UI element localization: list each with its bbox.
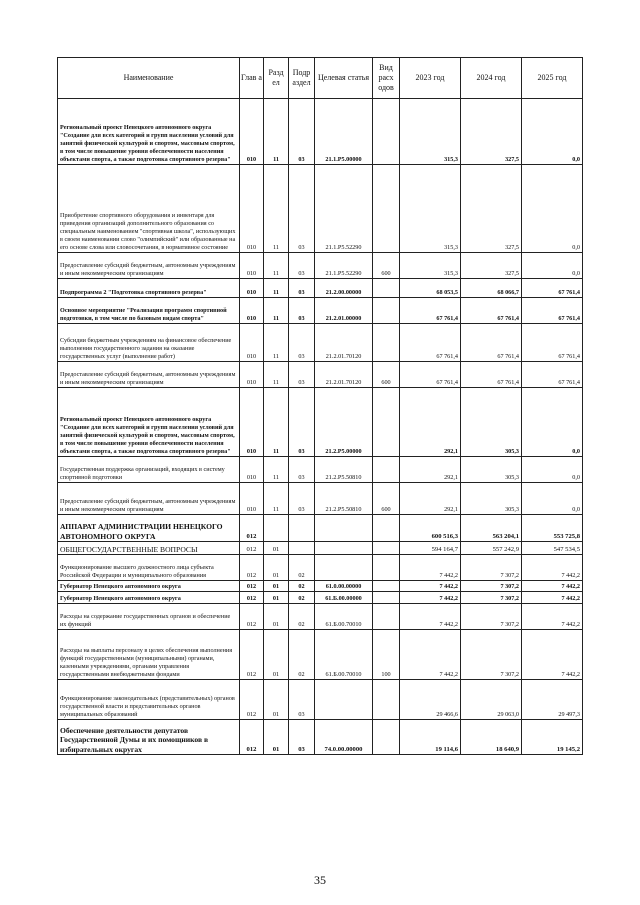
cell-glava: 012 <box>240 680 264 720</box>
table-row <box>58 542 583 555</box>
cell-article: 21.2.P5.50810 <box>315 457 373 483</box>
cell-y2023: 292,1 <box>400 388 461 457</box>
cell-vid <box>373 324 400 362</box>
cell-article: 21.2.01.00000 <box>315 298 373 324</box>
cell-y2025: 29 497,3 <box>522 680 583 720</box>
cell-podrazdel <box>289 542 315 555</box>
cell-podrazdel: 03 <box>289 99 315 165</box>
cell-y2025: 0,0 <box>522 165 583 253</box>
cell-vid: 600 <box>373 362 400 388</box>
cell-name: Приобретение спортивного оборудования и инвентаря для приведения организаций дополнительного образования со специальным наименованием "спортивная школа", использующих в своем наименовании слово "олимпийский" или образованные на его основе слова или словосочетания, в нормативное состояние <box>58 165 240 253</box>
cell-podrazdel: 03 <box>289 457 315 483</box>
cell-razdel: 01 <box>264 581 289 592</box>
cell-y2023: 292,1 <box>400 483 461 515</box>
table-row <box>58 457 583 483</box>
cell-name: Функционирование законодательных (представительных) органов государственной власти и представительных органов муниципальных образований <box>58 680 240 720</box>
cell-y2024: 305,3 <box>461 388 522 457</box>
cell-vid <box>373 581 400 592</box>
cell-glava: 012 <box>240 592 264 604</box>
cell-name: Предоставление субсидий бюджетным, автономным учреждениям и иным некоммерческим организациям <box>58 483 240 515</box>
header-2025: 2025 год <box>522 58 583 99</box>
cell-glava: 010 <box>240 388 264 457</box>
cell-razdel: 11 <box>264 457 289 483</box>
cell-podrazdel: 03 <box>289 324 315 362</box>
table-body <box>58 99 583 755</box>
cell-podrazdel: 03 <box>289 298 315 324</box>
cell-y2023: 594 164,7 <box>400 542 461 555</box>
cell-vid <box>373 457 400 483</box>
table-row <box>58 581 583 592</box>
cell-name: Предоставление субсидий бюджетным, автономным учреждениям и иным некоммерческим организациям <box>58 253 240 279</box>
cell-y2025: 67 761,4 <box>522 324 583 362</box>
cell-y2025: 67 761,4 <box>522 279 583 298</box>
cell-y2024: 563 204,1 <box>461 515 522 542</box>
cell-razdel: 01 <box>264 604 289 630</box>
cell-y2023: 292,1 <box>400 457 461 483</box>
cell-podrazdel: 03 <box>289 680 315 720</box>
cell-y2025: 0,0 <box>522 99 583 165</box>
cell-y2023: 600 516,3 <box>400 515 461 542</box>
table-row <box>58 279 583 298</box>
cell-article <box>315 515 373 542</box>
cell-podrazdel: 03 <box>289 253 315 279</box>
cell-y2023: 7 442,2 <box>400 581 461 592</box>
table-header-row <box>58 58 583 99</box>
cell-podrazdel: 02 <box>289 592 315 604</box>
cell-article: 21.2.01.70120 <box>315 324 373 362</box>
cell-y2024: 29 063,0 <box>461 680 522 720</box>
cell-y2024: 557 242,9 <box>461 542 522 555</box>
cell-razdel: 01 <box>264 542 289 555</box>
cell-y2025: 7 442,2 <box>522 581 583 592</box>
cell-article: 61.Б.00.00000 <box>315 592 373 604</box>
cell-y2025: 0,0 <box>522 388 583 457</box>
cell-vid: 600 <box>373 253 400 279</box>
cell-y2023: 315,3 <box>400 99 461 165</box>
cell-y2025: 547 534,5 <box>522 542 583 555</box>
cell-y2025: 67 761,4 <box>522 362 583 388</box>
cell-glava: 012 <box>240 581 264 592</box>
cell-y2025: 0,0 <box>522 457 583 483</box>
cell-y2025: 7 442,2 <box>522 555 583 581</box>
table-row <box>58 630 583 680</box>
cell-y2025: 553 725,8 <box>522 515 583 542</box>
cell-vid <box>373 555 400 581</box>
cell-podrazdel: 03 <box>289 483 315 515</box>
cell-razdel: 11 <box>264 279 289 298</box>
cell-article: 61.Б.00.70010 <box>315 630 373 680</box>
cell-vid <box>373 99 400 165</box>
cell-razdel <box>264 515 289 542</box>
cell-glava: 010 <box>240 324 264 362</box>
cell-name: Предоставление субсидий бюджетным, автономным учреждениям и иным некоммерческим организациям <box>58 362 240 388</box>
cell-name: Субсидии бюджетным учреждениям на финансовое обеспечение выполнения государственного задания на оказание государственных услуг (выполнение работ) <box>58 324 240 362</box>
cell-razdel: 11 <box>264 99 289 165</box>
table-row <box>58 99 583 165</box>
table-row <box>58 165 583 253</box>
cell-podrazdel: 03 <box>289 279 315 298</box>
cell-article: 21.2.01.70120 <box>315 362 373 388</box>
cell-podrazdel: 03 <box>289 720 315 755</box>
header-article: Целевая статья <box>315 58 373 99</box>
cell-razdel: 01 <box>264 720 289 755</box>
cell-name: Региональный проект Ненецкого автономного округа "Создание для всех категорий и групп населения условий для занятий физической культурой и спортом, массовым спортом, в том числе повышение уровня обеспеченности населения объектами спорта, а также подготовка спортивного резерва" <box>58 388 240 457</box>
cell-vid: 100 <box>373 630 400 680</box>
cell-article <box>315 680 373 720</box>
cell-name: Губернатор Ненецкого автономного округа <box>58 581 240 592</box>
header-glava: Глав а <box>240 58 264 99</box>
cell-article <box>315 542 373 555</box>
cell-name: Региональный проект Ненецкого автономного округа "Создание для всех категорий и групп населения условий для занятий физической культурой и спортом, массовым спортом, в том числе повышение уровня обеспеченности населения объектами спорта, а также подготовка спортивного резерва" <box>58 99 240 165</box>
cell-razdel: 11 <box>264 165 289 253</box>
cell-podrazdel: 02 <box>289 604 315 630</box>
cell-y2023: 7 442,2 <box>400 555 461 581</box>
budget-table <box>57 57 583 755</box>
cell-article: 21.2.P5.50810 <box>315 483 373 515</box>
cell-podrazdel <box>289 515 315 542</box>
table-row <box>58 680 583 720</box>
cell-razdel: 01 <box>264 555 289 581</box>
cell-razdel: 11 <box>264 388 289 457</box>
cell-vid <box>373 680 400 720</box>
cell-glava: 012 <box>240 720 264 755</box>
cell-y2024: 7 307,2 <box>461 581 522 592</box>
cell-vid <box>373 279 400 298</box>
cell-razdel: 01 <box>264 630 289 680</box>
cell-razdel: 01 <box>264 592 289 604</box>
cell-vid <box>373 388 400 457</box>
cell-name: Обеспечение деятельности депутатов Государственной Думы и их помощников в избирательных округах <box>58 720 240 755</box>
cell-vid: 600 <box>373 483 400 515</box>
cell-y2024: 7 307,2 <box>461 555 522 581</box>
cell-y2023: 7 442,2 <box>400 604 461 630</box>
cell-y2024: 68 066,7 <box>461 279 522 298</box>
table-row <box>58 720 583 755</box>
cell-y2024: 327,5 <box>461 99 522 165</box>
cell-vid <box>373 165 400 253</box>
cell-vid <box>373 298 400 324</box>
cell-article: 21.1.P5.00000 <box>315 99 373 165</box>
cell-name: Губернатор Ненецкого автономного округа <box>58 592 240 604</box>
cell-glava: 010 <box>240 457 264 483</box>
cell-vid <box>373 720 400 755</box>
cell-razdel: 01 <box>264 680 289 720</box>
cell-name: ОБЩЕГОСУДАРСТВЕННЫЕ ВОПРОСЫ <box>58 542 240 555</box>
cell-podrazdel: 02 <box>289 630 315 680</box>
table-row <box>58 324 583 362</box>
table-row <box>58 362 583 388</box>
table-row <box>58 298 583 324</box>
header-2023: 2023 год <box>400 58 461 99</box>
table-row <box>58 483 583 515</box>
cell-article: 21.2.P5.00000 <box>315 388 373 457</box>
header-name: Наименование <box>58 58 240 99</box>
cell-glava: 010 <box>240 483 264 515</box>
cell-article: 21.2.00.00000 <box>315 279 373 298</box>
cell-y2023: 315,3 <box>400 253 461 279</box>
cell-y2024: 305,3 <box>461 457 522 483</box>
cell-y2025: 0,0 <box>522 483 583 515</box>
cell-article: 61.0.00.00000 <box>315 581 373 592</box>
cell-y2024: 327,5 <box>461 253 522 279</box>
cell-y2025: 0,0 <box>522 253 583 279</box>
cell-y2023: 7 442,2 <box>400 592 461 604</box>
cell-podrazdel: 02 <box>289 555 315 581</box>
cell-podrazdel: 03 <box>289 388 315 457</box>
cell-name: Расходы на выплаты персоналу в целях обеспечения выполнения функций государственными (муниципальными) органами, казенными учреждениями, органами управления государственными внебюджетными фондами <box>58 630 240 680</box>
cell-razdel: 11 <box>264 324 289 362</box>
cell-y2023: 68 053,5 <box>400 279 461 298</box>
cell-y2023: 67 761,4 <box>400 298 461 324</box>
cell-name: Функционирование высшего должностного лица субъекта Российской Федерации и муниципального образования <box>58 555 240 581</box>
table-row <box>58 253 583 279</box>
table-row <box>58 604 583 630</box>
cell-glava: 012 <box>240 515 264 542</box>
cell-y2024: 305,3 <box>461 483 522 515</box>
cell-y2023: 315,3 <box>400 165 461 253</box>
cell-glava: 010 <box>240 298 264 324</box>
cell-article: 74.0.00.00000 <box>315 720 373 755</box>
cell-y2024: 18 640,9 <box>461 720 522 755</box>
cell-y2023: 67 761,4 <box>400 324 461 362</box>
page-number: 35 <box>314 873 326 887</box>
cell-article: 61.Б.00.70010 <box>315 604 373 630</box>
header-2024: 2024 год <box>461 58 522 99</box>
cell-name: Основное мероприятие "Реализация программ спортивной подготовки, в том числе по базовым видам спорта" <box>58 298 240 324</box>
cell-name: Подпрограмма 2 "Подготовка спортивного резерва" <box>58 279 240 298</box>
cell-article <box>315 555 373 581</box>
cell-name: Государственная поддержка организаций, входящих в систему спортивной подготовки <box>58 457 240 483</box>
cell-y2023: 29 466,6 <box>400 680 461 720</box>
cell-article: 21.1.P5.52290 <box>315 165 373 253</box>
cell-y2023: 7 442,2 <box>400 630 461 680</box>
cell-y2025: 7 442,2 <box>522 592 583 604</box>
cell-vid <box>373 542 400 555</box>
cell-glava: 010 <box>240 279 264 298</box>
cell-glava: 012 <box>240 604 264 630</box>
cell-y2025: 67 761,4 <box>522 298 583 324</box>
cell-article: 21.1.P5.52290 <box>315 253 373 279</box>
cell-glava: 012 <box>240 542 264 555</box>
cell-y2024: 7 307,2 <box>461 592 522 604</box>
cell-glava: 010 <box>240 99 264 165</box>
header-podrazdel: Подр аздел <box>289 58 315 99</box>
cell-vid <box>373 604 400 630</box>
cell-y2023: 67 761,4 <box>400 362 461 388</box>
header-razdel: Разд ел <box>264 58 289 99</box>
cell-razdel: 11 <box>264 298 289 324</box>
cell-glava: 012 <box>240 555 264 581</box>
cell-y2024: 327,5 <box>461 165 522 253</box>
cell-y2025: 19 145,2 <box>522 720 583 755</box>
cell-name: АППАРАТ АДМИНИСТРАЦИИ НЕНЕЦКОГО АВТОНОМНОГО ОКРУГА <box>58 515 240 542</box>
cell-glava: 010 <box>240 165 264 253</box>
table-row <box>58 388 583 457</box>
cell-razdel: 11 <box>264 253 289 279</box>
header-vid: Вид расх одов <box>373 58 400 99</box>
table-row <box>58 555 583 581</box>
table-row <box>58 515 583 542</box>
cell-y2023: 19 114,6 <box>400 720 461 755</box>
cell-podrazdel: 03 <box>289 165 315 253</box>
cell-razdel: 11 <box>264 362 289 388</box>
cell-glava: 012 <box>240 630 264 680</box>
cell-glava: 010 <box>240 253 264 279</box>
cell-podrazdel: 02 <box>289 581 315 592</box>
cell-y2025: 7 442,2 <box>522 630 583 680</box>
cell-vid <box>373 592 400 604</box>
cell-name: Расходы на содержание государственных органов и обеспечение их функций <box>58 604 240 630</box>
table-row <box>58 592 583 604</box>
cell-y2024: 67 761,4 <box>461 298 522 324</box>
cell-vid <box>373 515 400 542</box>
cell-y2024: 7 307,2 <box>461 604 522 630</box>
cell-y2024: 67 761,4 <box>461 324 522 362</box>
cell-glava: 010 <box>240 362 264 388</box>
cell-podrazdel: 03 <box>289 362 315 388</box>
cell-razdel: 11 <box>264 483 289 515</box>
cell-y2024: 7 307,2 <box>461 630 522 680</box>
cell-y2024: 67 761,4 <box>461 362 522 388</box>
cell-y2025: 7 442,2 <box>522 604 583 630</box>
